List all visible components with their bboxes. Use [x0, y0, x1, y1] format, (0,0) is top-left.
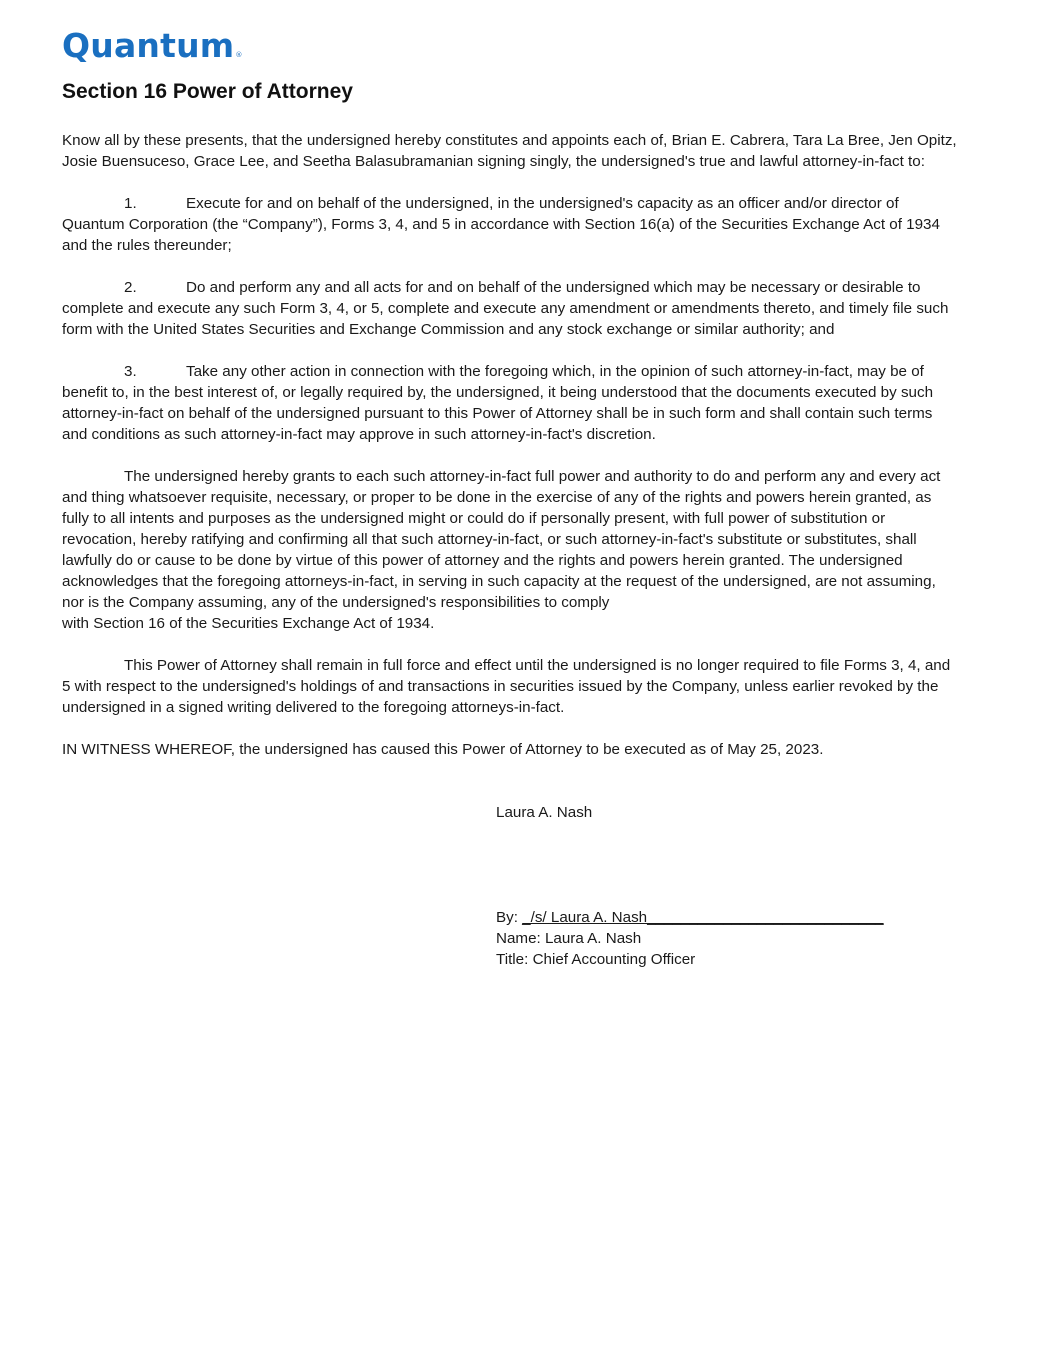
text-line: IN WITNESS WHEREOF, the undersigned has caused this Power of Attorney to be executed as of May 25, 2023.	[62, 741, 824, 758]
logo-text: Quantum	[62, 26, 235, 65]
text-line: Take any other action in connection with the foregoing which, in the opinion of such attorney-in-fact, may be of	[186, 363, 924, 380]
text-line: lawfully do or cause to be done by virtue of this power of attorney and the rights and powers herein granted. The undersigned	[62, 552, 903, 569]
text-line: Quantum Corporation (the “Company”), Forms 3, 4, and 5 in accordance with Section 16(a) of the Securities Exchange Act of 1934	[62, 216, 940, 233]
quantum-logo	[62, 26, 243, 75]
text-line: Josie Buensuceso, Grace Lee, and Seetha Balasubramanian signing singly, the undersigned's true and lawful attorney-in-fact to:	[62, 153, 925, 170]
text-line: acknowledges that the foregoing attorneys-in-fact, in serving in such capacity at the request of the undersigned, are not assuming,	[62, 573, 936, 590]
grant-paragraph	[62, 466, 1002, 634]
item-number: 3.	[124, 363, 137, 380]
item-number: 2.	[124, 279, 137, 296]
text-line: attorney-in-fact on behalf of the undersigned pursuant to this Power of Attorney shall be in such form and shall contain such terms	[62, 405, 933, 422]
signature-value: _/s/ Laura A. Nash____________________________	[522, 909, 884, 926]
text-line: and thing whatsoever requisite, necessary, or proper to be done in the exercise of any of the rights and powers herein granted, as	[62, 489, 932, 506]
item-number: 1.	[124, 195, 137, 212]
signature-line	[496, 907, 884, 928]
text-line: benefit to, in the best interest of, or legally required by, the undersigned, it being understood that the documents executed by such	[62, 384, 934, 401]
text-line: The undersigned hereby grants to each such attorney-in-fact full power and authority to do and perform any and every act	[124, 468, 941, 485]
by-label: By:	[496, 909, 523, 926]
numbered-item-3	[62, 361, 1002, 445]
text-line: Do and perform any and all acts for and on behalf of the undersigned which may be necessary or desirable to	[186, 279, 921, 296]
text-line: nor is the Company assuming, any of the undersigned's responsibilities to comply	[62, 594, 610, 611]
text-line: 5 with respect to the undersigned's holdings of and transactions in securities issued by the Company, unless earlier revoked by the	[62, 678, 939, 695]
name-line: Name: Laura A. Nash	[496, 930, 642, 947]
document-title: Section 16 Power of Attorney	[62, 80, 353, 103]
intro-paragraph	[62, 130, 1002, 172]
text-line: with Section 16 of the Securities Exchange Act of 1934.	[62, 615, 435, 632]
text-line: form with the United States Securities and Exchange Commission and any stock exchange or similar authority; and	[62, 321, 835, 338]
signer-name: Laura A. Nash	[496, 804, 593, 821]
numbered-item-2	[62, 277, 1002, 340]
text-line: fully to all intents and purposes as the undersigned might or could do if personally present, with full power of substitution or	[62, 510, 886, 527]
text-line: undersigned in a signed writing delivered to the foregoing attorneys-in-fact.	[62, 699, 565, 716]
text-line: This Power of Attorney shall remain in full force and effect until the undersigned is no longer required to file Forms 3, 4, and	[124, 657, 951, 674]
witness-paragraph	[62, 739, 1002, 760]
text-line: and conditions as such attorney-in-fact may approve in such attorney-in-fact's discretion.	[62, 426, 656, 443]
numbered-item-1	[62, 193, 1002, 256]
signature-block	[496, 907, 884, 970]
text-line: complete and execute any such Form 3, 4, or 5, complete and execute any amendment or amendments thereto, and timely file such	[62, 300, 949, 317]
document-body	[62, 130, 1002, 781]
text-line: Execute for and on behalf of the undersigned, in the undersigned's capacity as an officer and/or director of	[186, 195, 899, 212]
text-line: and the rules thereunder;	[62, 237, 232, 254]
duration-paragraph	[62, 655, 1002, 718]
title-line: Title: Chief Accounting Officer	[496, 951, 696, 968]
registered-mark: ®	[235, 51, 243, 59]
text-line: revocation, hereby ratifying and confirming all that such attorney-in-fact, or such attorney-in-fact's substitute or substitutes, shall	[62, 531, 917, 548]
text-line: Know all by these presents, that the undersigned hereby constitutes and appoints each of, Brian E. Cabrera, Tara La Bree, Jen Opitz,	[62, 132, 957, 149]
